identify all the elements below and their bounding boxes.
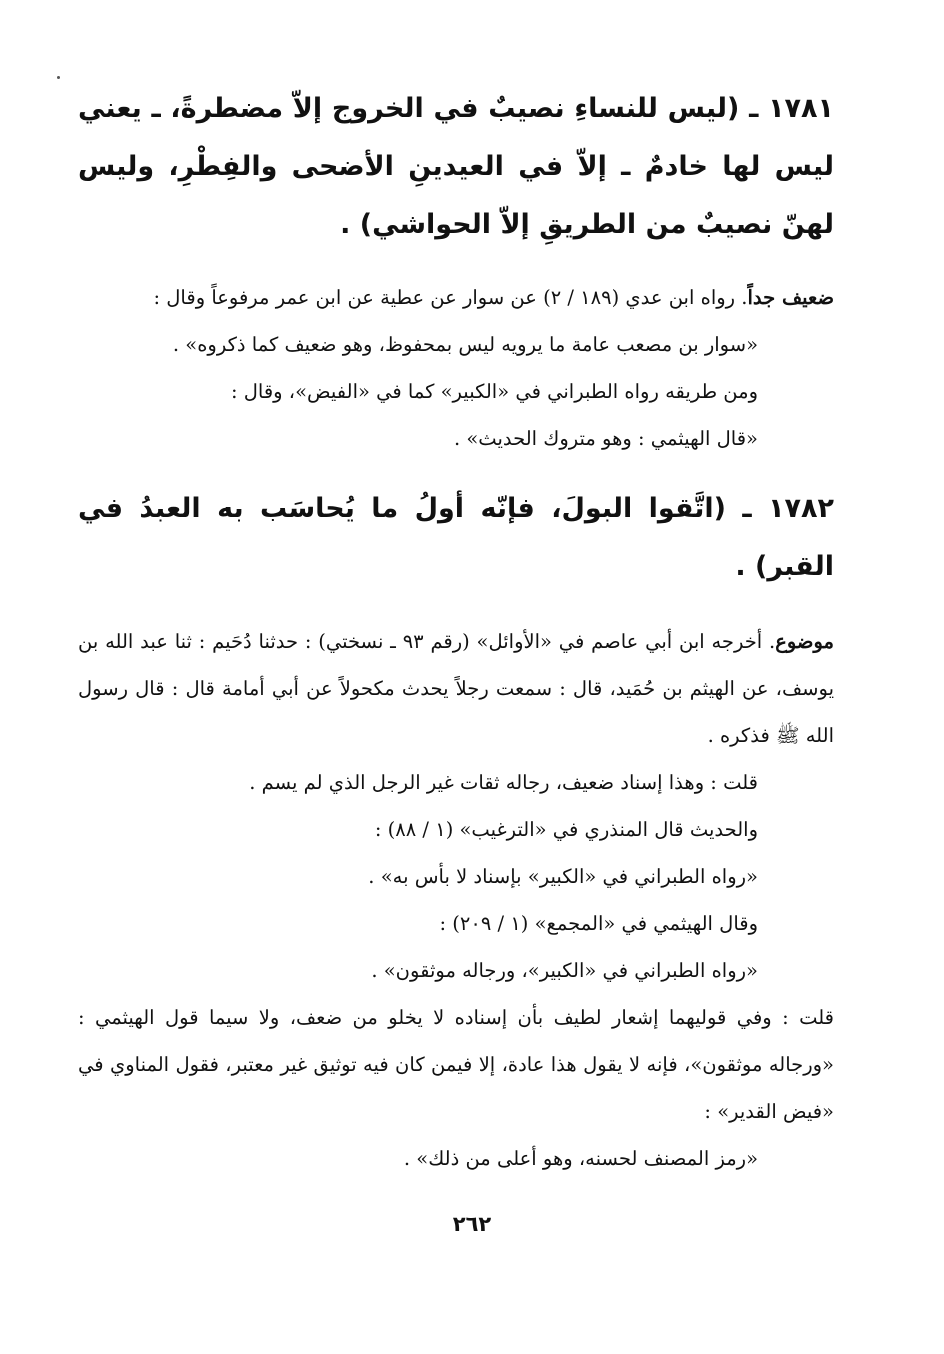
hadith-1781-takhrij bbox=[78, 274, 834, 321]
hadith-1781-title: ١٧٨١ ـ (ليس للنساءِ نصيبٌ في الخروج إلاّ مضطرةً، ـ يعني ليس لها خادمٌ ـ إلاّ في العيدينِ الأضحى والفِطْرِ، وليس لهنّ نصيبٌ من الطريقِ إلاّ الحواشي) . bbox=[78, 93, 834, 240]
hadith-1782-quote-munawi: «رمز المصنف لحسنه، وهو أعلى من ذلك» . bbox=[403, 1147, 758, 1170]
hadith-1781-takhrij-text: . رواه ابن عدي (١٨٩ / ٢) عن سوار عن عطية عن ابن عمر مرفوعاً وقال : bbox=[153, 286, 748, 309]
hadith-1782-takhrij bbox=[78, 618, 834, 759]
hadith-1782-comment-isnad: قلت : وهذا إسناد ضعيف، رجاله ثقات غير الرجل الذي لم يسم . bbox=[249, 771, 758, 794]
hadith-1782-grade: موضوع bbox=[775, 630, 834, 653]
hadith-1782-title: ١٧٨٢ ـ (اتَّقوا البولَ، فإنّه أولُ ما يُحاسَب به العبدُ في القبر) . bbox=[78, 493, 834, 582]
hadith-1782-quote-mundhiri: «رواه الطبراني في «الكبير» بإسناد لا بأس به» . bbox=[368, 865, 758, 888]
hadith-1781-quote-ibn-adi: «سوار بن مصعب عامة ما يرويه ليس بمحفوظ، وهو ضعيف كما ذكروه» . bbox=[172, 333, 758, 356]
hadith-1782-haythami-line: وقال الهيثمي في «المجمع» (١ / ٢٠٩) : bbox=[439, 912, 758, 935]
hadith-1781-quote-haythami: «قال الهيثمي : وهو متروك الحديث» . bbox=[453, 427, 758, 450]
hadith-1782-comment-munawi: قلت : وفي قوليهما إشعار لطيف بأن إسناده لا يخلو من ضعف، ولا سيما قول الهيثمي : «ورجاله موثقون»، فإنه لا يقول هذا عادة، إلا فيمن كان فيه توثيق غير معتبر، فقول المناوي في «فيض القدير» : bbox=[78, 1006, 834, 1123]
hadith-1782-quote-haythami: «رواه الطبراني في «الكبير»، ورجاله موثقون» . bbox=[371, 959, 758, 982]
hadith-1782-mundhiri-line: والحديث قال المنذري في «الترغيب» (١ / ٨٨) : bbox=[374, 818, 758, 841]
scan-speck bbox=[57, 76, 60, 79]
page-number: ٢٦٢ bbox=[452, 1212, 492, 1236]
hadith-1781-grade: ضعيف جداً bbox=[747, 286, 834, 309]
hadith-1782-takhrij-text: . أخرجه ابن أبي عاصم في «الأوائل» (رقم ٩٣ ـ نسختي) : حدثنا دُحَيم : ثنا عبد الله بن يوسف، عن الهيثم بن حُمَيد، قال : سمعت رجلاً يحدث مكحولاً عن أبي أمامة قال : قال رسول الله ﷺ فذكره . bbox=[78, 630, 834, 747]
hadith-1781-tabarani-line: ومن طريقه رواه الطبراني في «الكبير» كما في «الفيض»، وقال : bbox=[230, 380, 758, 403]
page-body bbox=[78, 80, 834, 1182]
